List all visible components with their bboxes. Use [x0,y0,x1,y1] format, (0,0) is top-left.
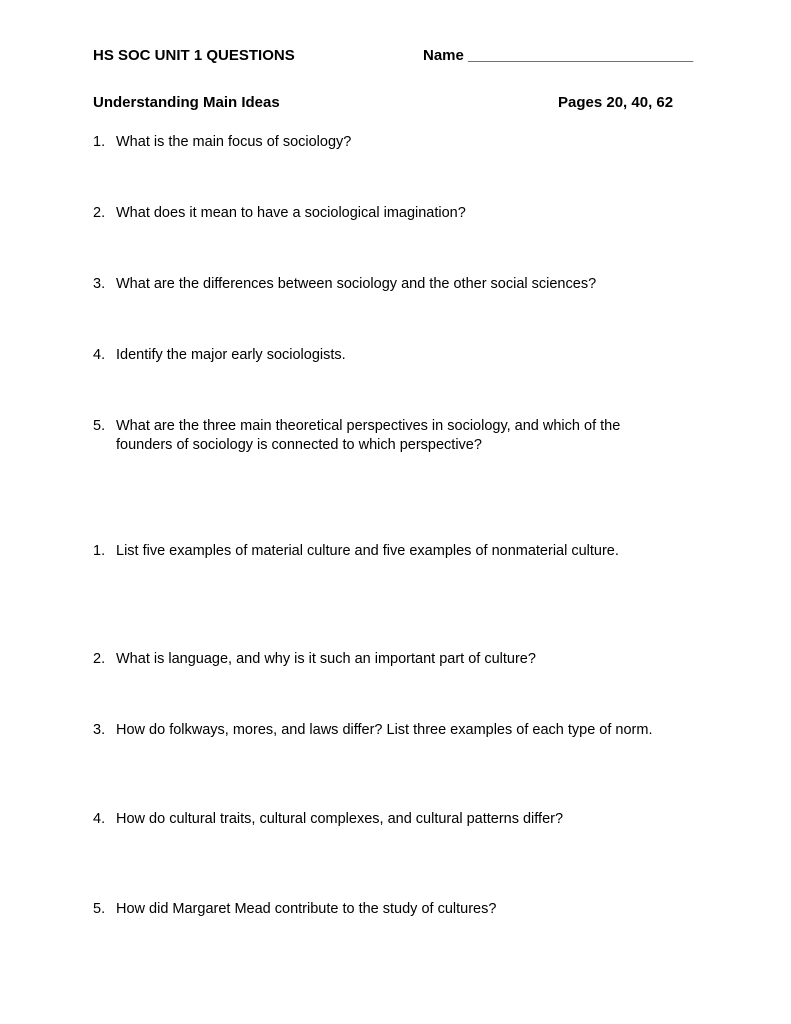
worksheet-title: HS SOC UNIT 1 QUESTIONS [93,47,295,64]
question-item [93,650,713,669]
question-number: 3. [93,722,106,738]
question-item [93,204,713,223]
question-text: What is the main focus of sociology? [116,134,352,150]
question-item [93,417,673,455]
question-text: Identify the major early sociologists. [116,347,346,363]
question-item [93,721,733,740]
question-number: 1. [93,543,106,559]
question-text: What does it mean to have a sociological imagination? [116,205,466,221]
question-number: 1. [93,134,106,150]
question-item [93,133,713,152]
question-text: How do cultural traits, cultural complexes, and cultural patterns differ? [116,811,564,827]
question-number: 3. [93,276,106,292]
question-text: What are the three main theoretical perspectives in sociology, and which of the founders of sociology is connected to which perspective? [116,418,621,453]
question-number: 5. [93,418,106,434]
question-text: What is language, and why is it such an important part of culture? [116,651,536,667]
question-item [93,275,713,294]
question-item [93,900,713,919]
question-text: List five examples of material culture and five examples of nonmaterial culture. [116,543,619,559]
pages-reference: Pages 20, 40, 62 [558,94,674,111]
question-text: How do folkways, mores, and laws differ? List three examples of each type of norm. [116,722,653,738]
question-number: 2. [93,205,106,221]
section-title: Understanding Main Ideas [93,94,280,111]
question-number: 2. [93,651,106,667]
question-number: 4. [93,811,106,827]
question-text: How did Margaret Mead contribute to the study of cultures? [116,901,497,917]
question-item [93,346,713,365]
question-item [93,542,713,561]
question-number: 5. [93,901,106,917]
question-item [93,810,713,829]
question-number: 4. [93,347,106,363]
name-field-label: Name ___________________________ [423,47,694,64]
question-text: What are the differences between sociology and the other social sciences? [116,276,597,292]
